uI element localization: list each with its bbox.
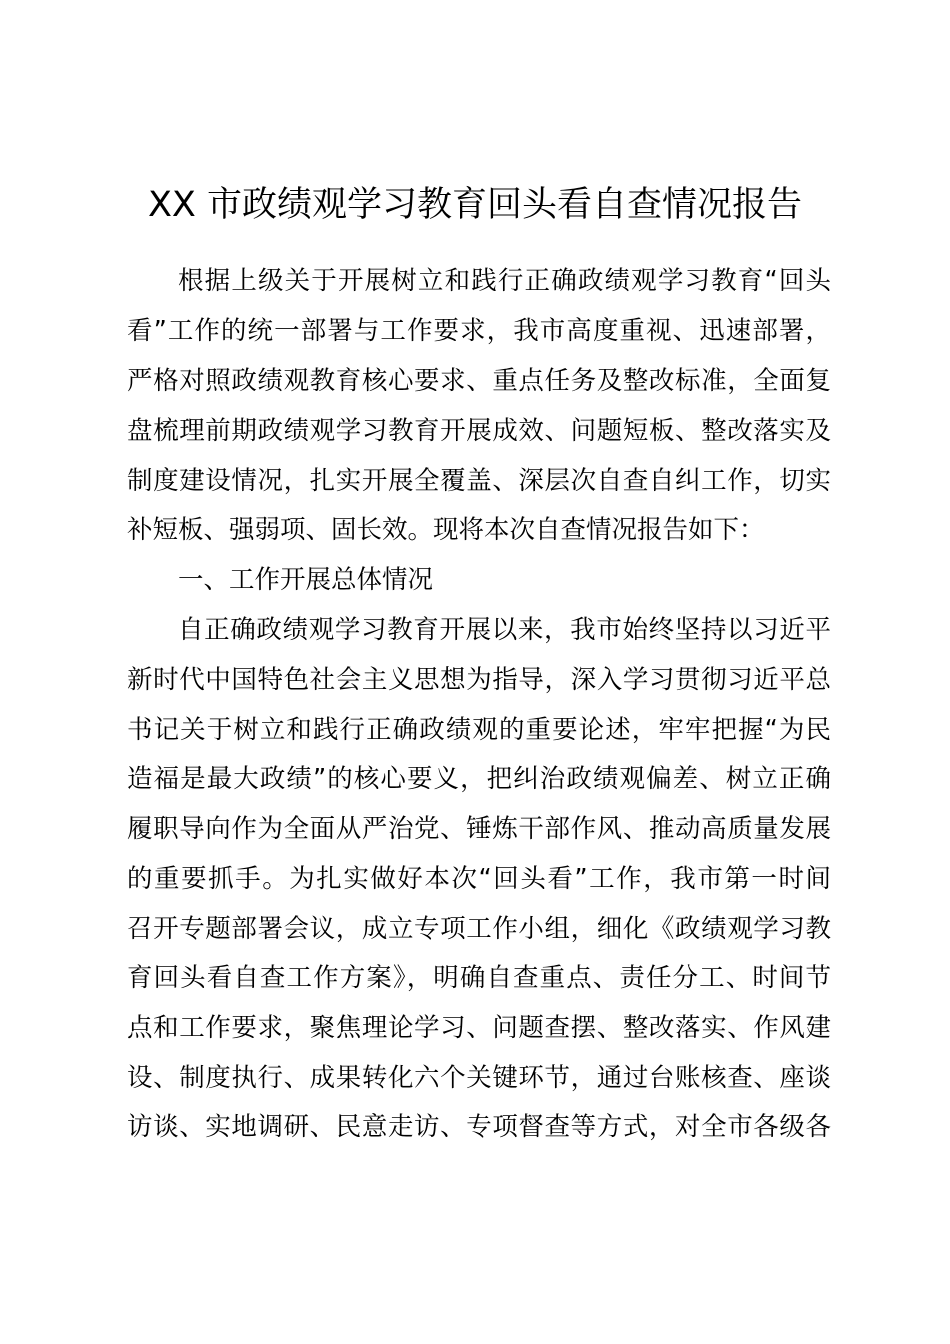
paragraph-line: 设、制度执行、成果转化六个关键环节，通过台账核查、座谈: [127, 1063, 831, 1093]
paragraph-line: 制度建设情况，扎实开展全覆盖、深层次自查自纠工作，切实: [127, 466, 831, 496]
paragraph-line: 的重要抓手。为扎实做好本次“回头看”工作，我市第一时间: [127, 864, 831, 894]
paragraph-line: 访谈、实地调研、民意走访、专项督查等方式，对全市各级各: [127, 1112, 831, 1142]
paragraph-line: 盘梳理前期政绩观学习教育开展成效、问题短板、整改落实及: [127, 416, 831, 446]
section-heading: 一、工作开展总体情况: [178, 565, 434, 595]
paragraph-line: 造福是最大政绩”的核心要义，把纠治政绩观偏差、树立正确: [127, 764, 831, 794]
paragraph-line: 育回头看自查工作方案》，明确自查重点、责任分工、时间节: [127, 963, 831, 993]
paragraph-line: 履职导向作为全面从严治党、锤炼干部作风、推动高质量发展: [127, 814, 831, 844]
paragraph-line: 根据上级关于开展树立和践行正确政绩观学习教育“回头: [178, 266, 831, 296]
paragraph-line: 点和工作要求，聚焦理论学习、问题查摆、整改落实、作风建: [127, 1013, 831, 1043]
paragraph-line: 严格对照政绩观教育核心要求、重点任务及整改标准，全面复: [127, 366, 831, 396]
paragraph-line: 书记关于树立和践行正确政绩观的重要论述，牢牢把握“为民: [127, 715, 831, 745]
paragraph-line: 自正确政绩观学习教育开展以来，我市始终坚持以习近平: [178, 615, 831, 645]
paragraph-line: 新时代中国特色社会主义思想为指导，深入学习贯彻习近平总: [127, 665, 831, 695]
paragraph-line: 看”工作的统一部署与工作要求，我市高度重视、迅速部署，: [127, 316, 831, 346]
document-title: XX 市政绩观学习教育回头看自查情况报告: [147, 185, 803, 225]
paragraph-line: 补短板、强弱项、固长效。现将本次自查情况报告如下：: [127, 515, 765, 545]
paragraph-line: 召开专题部署会议，成立专项工作小组，细化《政绩观学习教: [127, 914, 831, 944]
